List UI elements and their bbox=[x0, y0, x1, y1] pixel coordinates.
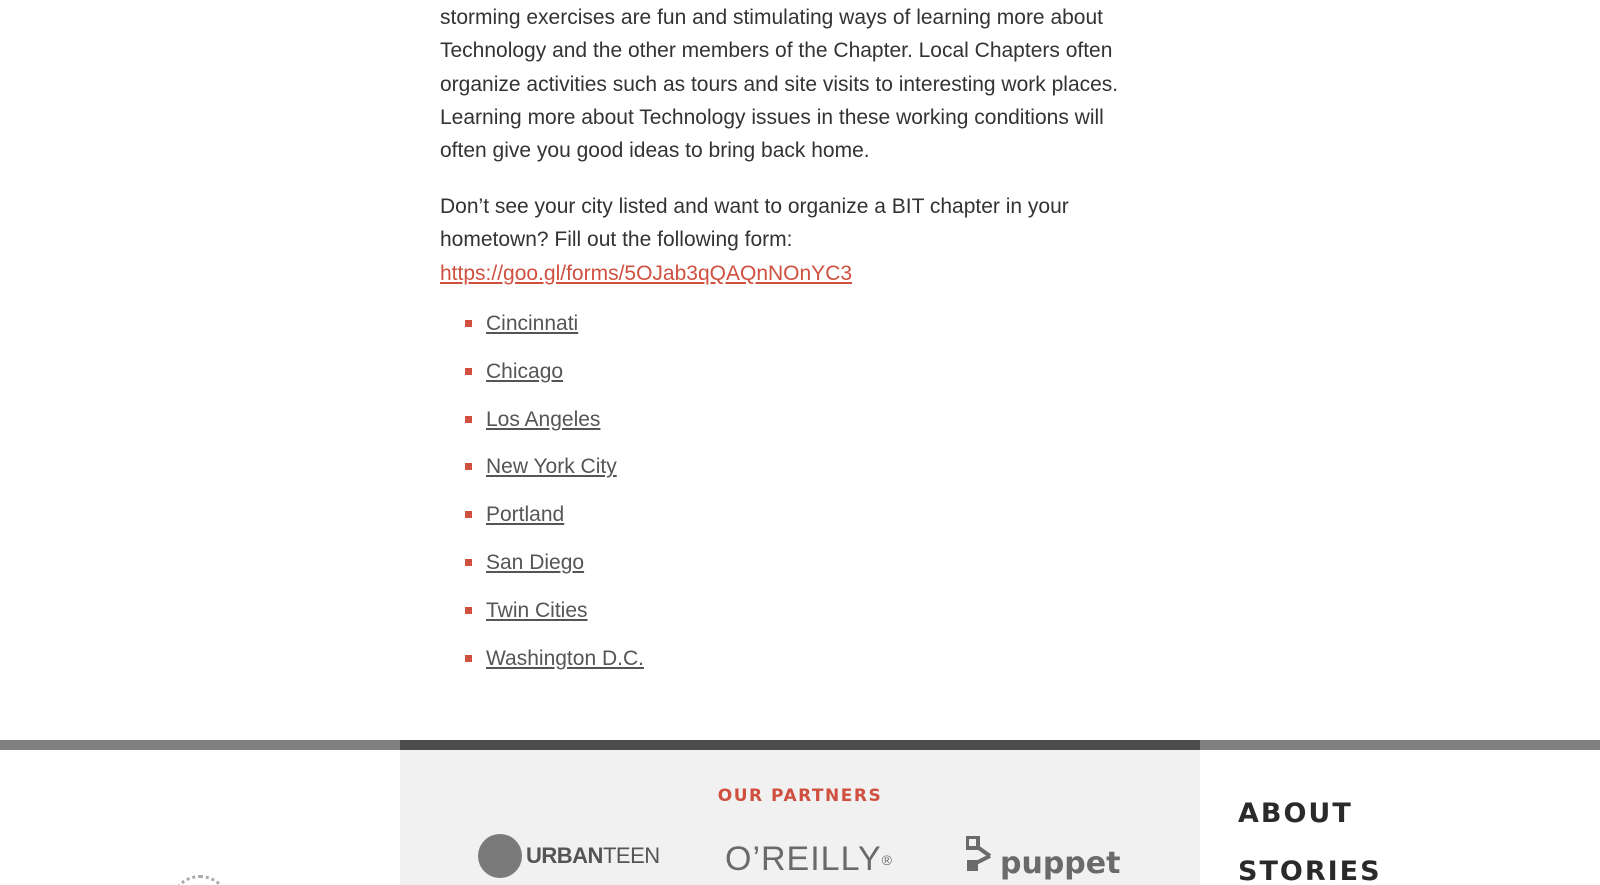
bullet-icon bbox=[465, 463, 472, 470]
list-item bbox=[465, 642, 644, 690]
bullet-icon bbox=[465, 607, 472, 614]
footer-divider-middle bbox=[400, 740, 1200, 750]
footer-divider-left bbox=[0, 740, 400, 750]
list-item bbox=[465, 450, 644, 498]
city-link[interactable]: Portland bbox=[486, 503, 565, 527]
city-list bbox=[465, 307, 644, 689]
list-item bbox=[465, 594, 644, 642]
bullet-icon bbox=[465, 416, 472, 423]
list-item bbox=[465, 355, 644, 403]
puppet-icon bbox=[966, 836, 994, 876]
puppet-wordmark: puppet bbox=[1000, 846, 1121, 881]
bullet-icon bbox=[465, 368, 472, 375]
city-link[interactable]: Chicago bbox=[486, 359, 564, 383]
list-item bbox=[465, 307, 644, 355]
footer-nav bbox=[1238, 785, 1382, 885]
partner-puppet-logo[interactable] bbox=[966, 846, 1120, 881]
brain-head-icon bbox=[478, 834, 522, 878]
list-item bbox=[465, 546, 644, 594]
city-link[interactable]: Los Angeles bbox=[486, 407, 601, 431]
registered-mark: ® bbox=[881, 851, 893, 868]
bullet-icon bbox=[465, 511, 472, 518]
city-link[interactable]: Washington D.C. bbox=[486, 646, 644, 670]
footer-link-about[interactable]: ABOUT bbox=[1238, 798, 1353, 829]
urbanteen-wordmark bbox=[526, 843, 660, 869]
partners-section bbox=[400, 750, 1200, 885]
partner-urbanteen-logo[interactable] bbox=[478, 834, 660, 878]
footer-link-stories[interactable]: STORIES bbox=[1238, 856, 1382, 885]
body-paragraph: storming exercises are fun and stimulating ways of learning more about Technology and the other members of the Chapter. Local Chapters often organize activities such as tours and site visits to interesting work places. Learning more about Technology issues in these working conditions will often give you good ideas to bring back home. bbox=[440, 6, 1119, 163]
partners-heading: OUR PARTNERS bbox=[717, 786, 883, 806]
list-item bbox=[465, 403, 644, 451]
bullet-icon bbox=[465, 655, 472, 662]
list-item bbox=[465, 498, 644, 546]
chapter-form-paragraph bbox=[440, 190, 1130, 290]
chapter-form-link[interactable]: https://goo.gl/forms/5OJab3qQAQnNOnYC3 bbox=[440, 261, 853, 285]
chapter-form-text: Don’t see your city listed and want to organize a BIT chapter in your hometown? Fill out the following form: bbox=[440, 195, 1069, 252]
city-link[interactable]: Cincinnati bbox=[486, 312, 579, 335]
seal-logo-icon bbox=[170, 875, 230, 885]
city-link[interactable]: San Diego bbox=[486, 550, 585, 574]
urbanteen-light: TEEN bbox=[602, 843, 660, 868]
footer-divider-right bbox=[1200, 740, 1600, 750]
oreilly-wordmark: O’REILLY bbox=[725, 840, 882, 878]
city-link[interactable]: New York City bbox=[486, 455, 617, 479]
partner-oreilly-logo[interactable] bbox=[725, 840, 893, 879]
bullet-icon bbox=[465, 320, 472, 327]
city-link[interactable]: Twin Cities bbox=[486, 598, 588, 622]
bullet-icon bbox=[465, 559, 472, 566]
urbanteen-bold: URBAN bbox=[526, 843, 603, 868]
